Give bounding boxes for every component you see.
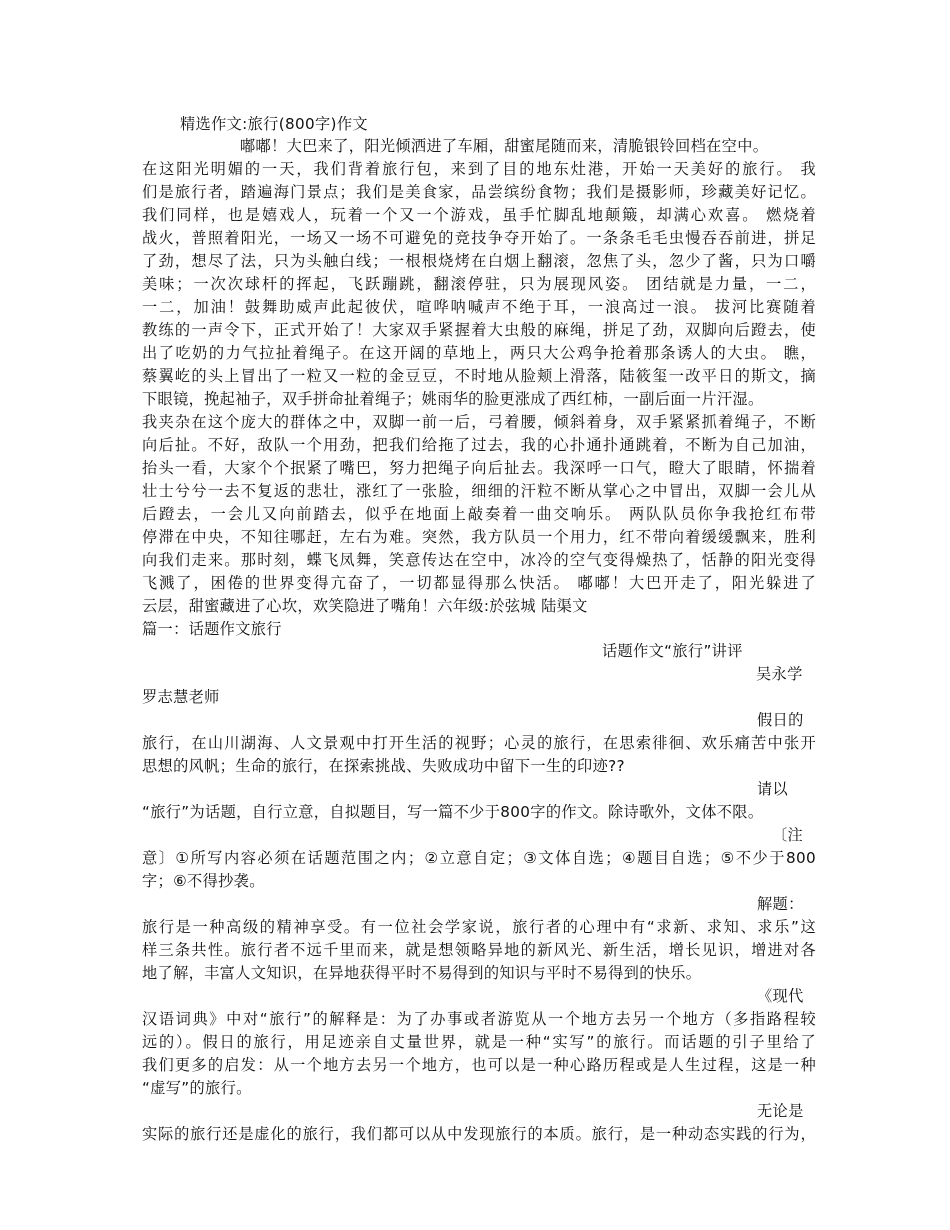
essay-line: 抬头一看，大家个个抿紧了嘴巴，努力把绳子向后扯去。我深呼一口气，瞪大了眼睛，怀揣着 [142,459,816,477]
paragraph-line: 旅行，在山川湖海、人文景观中打开生活的视野；心灵的旅行，在思索徘徊、欢乐痛苦中张开 [142,734,816,752]
article-teacher: 罗志慧老师 [142,688,220,706]
article-heading: 篇一：话题作文旅行 [142,620,282,638]
paragraph-lead: 无论是 [757,1102,804,1120]
paragraph-lead: 请以 [757,780,789,798]
paragraph-lead: 假日的 [757,711,804,729]
essay-line: 向后扯。不好，敌队一个用劲，把我们给拖了过去，我的心扑通扑通跳着，不断为自己加油， [142,436,816,454]
article-subtitle: 话题作文“旅行”讲评 [602,642,743,660]
essay-line: 云层，甜蜜藏进了心坎，欢笑隐进了嘴角！六年级:於弦城 陆渠文 [142,597,588,615]
paragraph-line: 远的）。假日的旅行，用足迹亲自丈量世界，就是一种“实写”的旅行。而话题的引子里给了 [142,1033,816,1051]
essay-title: 精选作文:旅行(800字)作文 [180,115,368,133]
essay-line: 美味；一次次球杆的挥起，飞跃蹦跳，翻滚停驻，只为展现风姿。 团结就是力量，一二， [142,275,816,293]
paragraph-line: 样三条共性。旅行者不远千里而来，就是想领略异地的新风光、新生活，增长见识，增进对各 [142,941,816,959]
paragraph-lead: 〔注 [772,826,804,844]
essay-line: 后蹬去，一会儿又向前踏去，似乎在地面上敲奏着一曲交响乐。 两队队员你争我抢红布带 [142,505,816,523]
essay-line: 向我们走来。那时刻，蝶飞凤舞，笑意传达在空中，冰冷的空气变得燥热了，恬静的阳光变得 [142,551,816,569]
paragraph-line: 字；⑥不得抄袭。 [142,872,265,890]
paragraph-lead: 解题： [757,895,804,913]
article-author: 吴永学 [756,665,803,683]
essay-line: 停滞在中央，不知往哪赶，左右为难。突然，我方队员一个用力，红不带向着缓缓飘来，胜利 [142,528,816,546]
essay-line: 在这阳光明媚的一天，我们背着旅行包，来到了目的地东灶港，开始一天美好的旅行。 我 [142,160,816,178]
essay-line: 我夹杂在这个庞大的群体之中，双脚一前一后，弓着腰，倾斜着身，双手紧紧抓着绳子，不断 [142,413,816,431]
essay-line: 飞溅了，困倦的世界变得亢奋了，一切都显得那么快活。 嘟嘟！大巴开走了，阳光躲进了 [142,574,816,592]
paragraph-line: 我们更多的启发：从一个地方去另一个地方，也可以是一种心路历程或是人生过程，这是一种 [142,1056,816,1074]
essay-line: 出了吃奶的力气拉扯着绳子。在这开阔的草地上，两只大公鸡争抢着那条诱人的大虫。 瞧， [142,344,816,362]
essay-line: 教练的一声令下，正式开始了！大家双手紧握着大虫般的麻绳，拼足了劲，双脚向后蹬去，使 [142,321,816,339]
paragraph-line: 旅行是一种高级的精神享受。有一位社会学家说，旅行者的心理中有“求新、求知、求乐”这 [142,918,816,936]
paragraph-line: 思想的风帆；生命的旅行，在探索挑战、失败成功中留下一生的印迹?? [142,757,625,775]
essay-line: 了劲，想尽了法，只为头触白线；一根根烧烤在白烟上翻滚，忽焦了头，忽少了酱，只为口嚼 [142,252,816,270]
essay-line: 我们同样，也是嬉戏人，玩着一个又一个游戏，虽手忙脚乱地颠簸，却满心欢喜。 燃烧着 [142,206,816,224]
essay-line: 下眼镜，挽起袖子，双手拼命扯着绳子；姚雨华的脸更涨成了西红柿，一副后面一片汗湿。 [142,390,764,408]
paragraph-lead: 《现代 [757,987,804,1005]
paragraph-line: “虚写”的旅行。 [142,1079,252,1097]
essay-line: 嘟嘟！大巴来了，阳光倾洒进了车厢，甜蜜尾随而来，清脆银铃回档在空中。 [240,137,769,155]
essay-line: 一二，加油！鼓舞助威声此起彼伏，喧哗呐喊声不绝于耳，一浪高过一浪。 拔河比赛随着 [142,298,816,316]
paragraph-line: 汉语词典》中对“旅行”的解释是：为了办事或者游览从一个地方去另一个地方（多指路程较 [142,1010,816,1028]
paragraph-line: 地了解，丰富人文知识，在异地获得平时不易得到的知识与平时不易得到的快乐。 [142,964,702,982]
essay-line: 壮士兮兮一去不复返的悲壮，涨红了一张脸，细细的汗粒不断从掌心之中冒出，双脚一会儿从 [142,482,816,500]
paragraph-line: 意〕①所写内容必须在话题范围之内；②立意自定；③文体自选；④题目自选；⑤不少于800 [142,849,816,867]
essay-line: 战火，普照着阳光，一场又一场不可避免的竞技争夺开始了。一条条毛毛虫慢吞吞前进，拼足 [142,229,816,247]
paragraph-line: 实际的旅行还是虚化的旅行，我们都可以从中发现旅行的本质。旅行，是一种动态实践的行为， [142,1125,816,1143]
essay-line: 蔡翼屹的头上冒出了一粒又一粒的金豆豆，不时地从脸颊上滑落，陆筱玺一改平日的斯文，摘 [142,367,816,385]
essay-line: 们是旅行者，踏遍海门景点；我们是美食家，品尝缤纷食物；我们是摄影师，珍藏美好记忆。 [142,183,816,201]
paragraph-line: “旅行”为话题，自行立意，自拟题目，写一篇不少于800字的作文。除诗歌外，文体不限。 [142,803,764,821]
